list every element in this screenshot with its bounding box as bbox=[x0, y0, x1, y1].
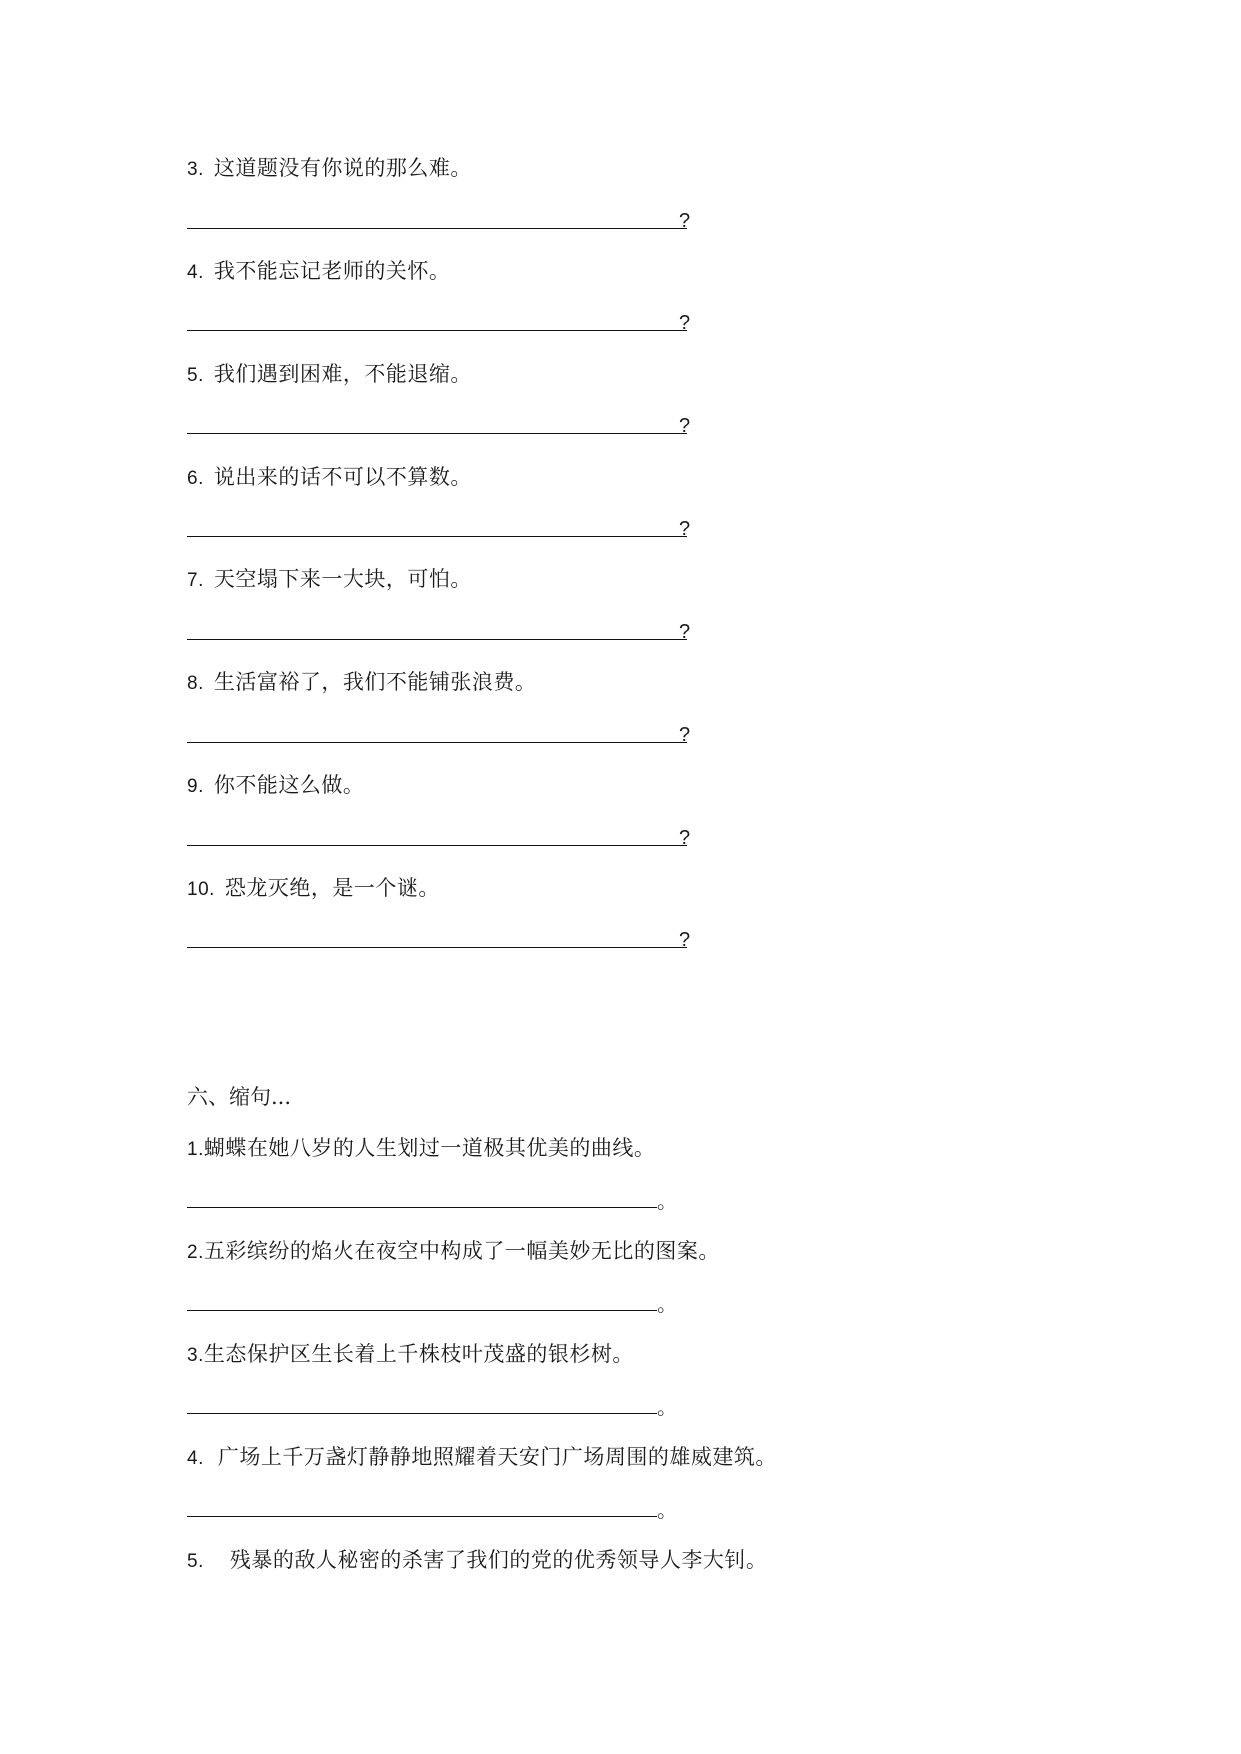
question-number: 2. bbox=[187, 1242, 204, 1263]
period-mark: 。 bbox=[657, 1292, 677, 1316]
answer-blank[interactable] bbox=[187, 513, 707, 540]
question-9 bbox=[187, 771, 364, 801]
question-mark: ? bbox=[679, 415, 691, 437]
section-title: 六、缩句... bbox=[187, 1085, 292, 1109]
question-text: 生活富裕了，我们不能铺张浪费。 bbox=[213, 670, 537, 694]
question-6 bbox=[187, 463, 472, 493]
answer-blank[interactable] bbox=[187, 1390, 677, 1419]
question-number: 7. bbox=[187, 570, 204, 591]
answer-line bbox=[187, 742, 687, 743]
question-number: 9. bbox=[187, 776, 204, 797]
question-number: 4. bbox=[187, 1448, 204, 1469]
question-text: 恐龙灭绝，是一个谜。 bbox=[224, 876, 440, 900]
question-number: 5. bbox=[187, 365, 204, 386]
question-7 bbox=[187, 565, 472, 595]
question-text: 说出来的话不可以不算数。 bbox=[213, 465, 472, 489]
answer-blank[interactable] bbox=[187, 1493, 677, 1522]
question-mark: ? bbox=[679, 518, 691, 540]
question-10 bbox=[187, 874, 440, 904]
question-text: 生态保护区生长着上千株枝叶茂盛的银杉树。 bbox=[203, 1342, 634, 1366]
answer-line bbox=[187, 536, 687, 537]
question-text: 五彩缤纷的焰火在夜空中构成了一幅美妙无比的图案。 bbox=[203, 1239, 720, 1263]
answer-blank[interactable] bbox=[187, 307, 707, 334]
question-4 bbox=[187, 257, 450, 287]
question-mark: ? bbox=[679, 724, 691, 746]
section6-question-4 bbox=[187, 1443, 777, 1473]
question-number: 3. bbox=[187, 1345, 204, 1366]
question-number: 5. bbox=[187, 1551, 204, 1572]
answer-line bbox=[187, 639, 687, 640]
section6-question-5 bbox=[187, 1546, 767, 1576]
answer-blank[interactable] bbox=[187, 719, 707, 746]
question-text: 你不能这么做。 bbox=[213, 773, 365, 797]
question-number: 10. bbox=[187, 879, 215, 900]
section6-question-1 bbox=[187, 1134, 655, 1164]
period-mark: 。 bbox=[657, 1395, 677, 1419]
question-text: 天空塌下来一大块，可怕。 bbox=[213, 567, 472, 591]
question-text: 蝴蝶在她八岁的人生划过一道极其优美的曲线。 bbox=[203, 1136, 656, 1160]
answer-line bbox=[187, 845, 687, 846]
question-5 bbox=[187, 360, 472, 390]
question-8 bbox=[187, 668, 536, 698]
answer-line bbox=[187, 1516, 657, 1517]
answer-line bbox=[187, 947, 687, 948]
answer-line bbox=[187, 1413, 657, 1414]
answer-blank[interactable] bbox=[187, 205, 707, 232]
period-mark: 。 bbox=[657, 1498, 677, 1522]
question-number: 6. bbox=[187, 468, 204, 489]
answer-blank[interactable] bbox=[187, 822, 707, 849]
question-number: 4. bbox=[187, 262, 204, 283]
period-mark: 。 bbox=[657, 1189, 677, 1213]
answer-line bbox=[187, 1310, 657, 1311]
question-text: 我们遇到困难，不能退缩。 bbox=[213, 362, 472, 386]
section6-question-2 bbox=[187, 1237, 720, 1267]
question-text: 广场上千万盏灯静静地照耀着天安门广场周围的雄威建筑。 bbox=[217, 1445, 777, 1469]
question-number: 3. bbox=[187, 159, 204, 180]
question-number: 1. bbox=[187, 1139, 204, 1160]
answer-line bbox=[187, 330, 687, 331]
question-text: 残暴的敌人秘密的杀害了我们的党的优秀领导人李大钊。 bbox=[229, 1548, 768, 1572]
answer-line bbox=[187, 228, 687, 229]
question-3 bbox=[187, 154, 472, 184]
question-number: 8. bbox=[187, 673, 204, 694]
question-mark: ? bbox=[679, 929, 691, 951]
answer-line bbox=[187, 1207, 657, 1208]
answer-blank[interactable] bbox=[187, 616, 707, 643]
question-mark: ? bbox=[679, 827, 691, 849]
question-mark: ? bbox=[679, 210, 691, 232]
question-mark: ? bbox=[679, 312, 691, 334]
question-mark: ? bbox=[679, 621, 691, 643]
answer-line bbox=[187, 433, 687, 434]
answer-blank[interactable] bbox=[187, 1287, 677, 1316]
question-text: 这道题没有你说的那么难。 bbox=[213, 156, 472, 180]
section6-question-3 bbox=[187, 1340, 634, 1370]
answer-blank[interactable] bbox=[187, 1184, 677, 1213]
answer-blank[interactable] bbox=[187, 924, 707, 951]
question-text: 我不能忘记老师的关怀。 bbox=[213, 259, 451, 283]
answer-blank[interactable] bbox=[187, 410, 707, 437]
